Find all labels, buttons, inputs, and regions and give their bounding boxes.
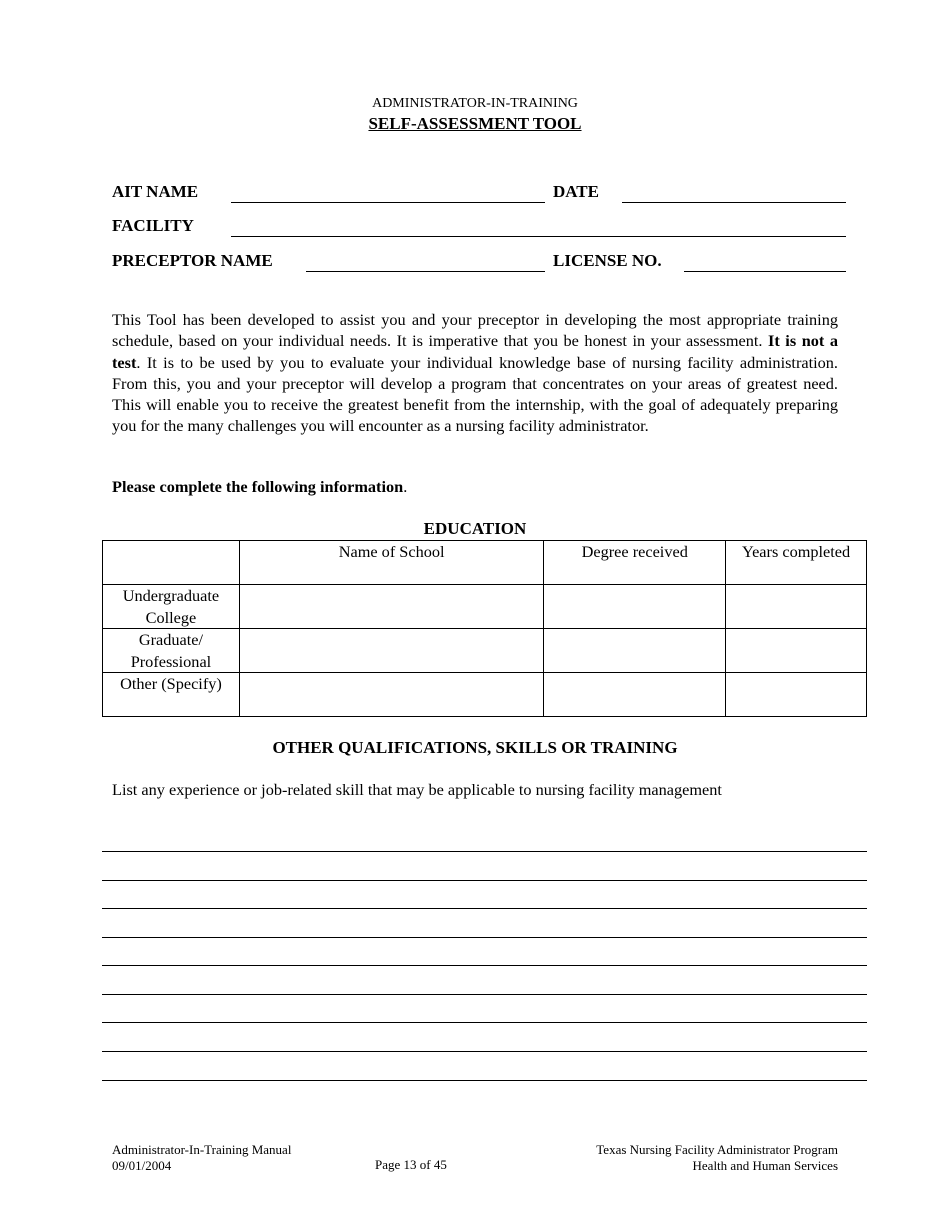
school-cell[interactable]	[239, 585, 543, 629]
footer-program: Texas Nursing Facility Administrator Program	[596, 1142, 838, 1157]
footer-page-number: Page 13 of 45	[375, 1157, 447, 1172]
intro-text-1: This Tool has been developed to assist you and your preceptor in developing the most appropriate training schedule, based on your individual needs. It is imperative that you be honest in your assessment.	[112, 310, 838, 351]
education-row-label: Undergraduate College	[103, 585, 240, 629]
education-header-row	[103, 541, 867, 585]
education-header-degree: Degree received	[544, 541, 726, 585]
preceptor-name-field[interactable]	[306, 271, 545, 272]
preceptor-name-label: PRECEPTOR NAME	[112, 251, 273, 270]
school-cell[interactable]	[239, 673, 543, 717]
footer-manual-title: Administrator-In-Training Manual	[112, 1142, 292, 1157]
table-row	[103, 629, 867, 673]
other-qualifications-title: OTHER QUALIFICATIONS, SKILLS OR TRAINING	[272, 738, 678, 757]
years-cell[interactable]	[726, 585, 867, 629]
please-complete-text: Please complete the following information	[112, 477, 404, 496]
license-no-label: LICENSE NO.	[553, 251, 662, 270]
education-header-school: Name of School	[239, 541, 543, 585]
writing-line[interactable]	[102, 1051, 867, 1052]
writing-line[interactable]	[102, 965, 867, 966]
date-label: DATE	[553, 182, 599, 201]
ait-name-field[interactable]	[231, 202, 545, 203]
footer-left	[112, 1142, 291, 1173]
education-title: EDUCATION	[423, 519, 527, 538]
writing-line[interactable]	[102, 994, 867, 995]
footer-date: 09/01/2004	[112, 1157, 172, 1173]
education-table	[102, 540, 867, 717]
writing-line[interactable]	[102, 908, 867, 909]
education-header-blank	[103, 541, 240, 585]
please-complete-period: .	[403, 477, 408, 496]
school-cell[interactable]	[239, 629, 543, 673]
education-header-years: Years completed	[726, 541, 867, 585]
table-row	[103, 585, 867, 629]
footer-agency: Health and Human Services	[692, 1157, 838, 1173]
writing-line[interactable]	[102, 1080, 867, 1081]
intro-text-2: . It is to be used by you to evaluate your individual knowledge base of nursing facility administration. From this, you and your preceptor will develop a program that concentrates on your areas of greatest need. This will enable you to receive the greatest benefit from the internship, with the goal of adequately preparing you for the many challenges you will encounter as a nursing facility administrator.	[112, 352, 838, 436]
form-supertitle: ADMINISTRATOR-IN-TRAINING	[372, 96, 578, 111]
please-complete	[112, 477, 407, 497]
degree-cell[interactable]	[544, 673, 726, 717]
degree-cell[interactable]	[544, 629, 726, 673]
degree-cell[interactable]	[544, 585, 726, 629]
footer-right	[596, 1142, 838, 1173]
education-row-label: Other (Specify)	[103, 673, 240, 717]
writing-line[interactable]	[102, 1022, 867, 1023]
writing-line[interactable]	[102, 937, 867, 938]
date-field[interactable]	[622, 202, 846, 203]
intro-emphasis: It is not a test	[112, 331, 838, 372]
intro-paragraph	[112, 309, 838, 437]
form-title: SELF-ASSESSMENT TOOL	[368, 114, 582, 133]
writing-line[interactable]	[102, 851, 867, 852]
facility-field[interactable]	[231, 236, 846, 237]
other-qualifications-instruction: List any experience or job-related skill that may be applicable to nursing facility management	[112, 780, 722, 799]
table-row	[103, 673, 867, 717]
writing-line[interactable]	[102, 880, 867, 881]
ait-name-label: AIT NAME	[112, 182, 199, 201]
years-cell[interactable]	[726, 629, 867, 673]
license-no-field[interactable]	[684, 271, 846, 272]
education-row-label: Graduate/ Professional	[103, 629, 240, 673]
facility-label: FACILITY	[112, 216, 194, 235]
years-cell[interactable]	[726, 673, 867, 717]
